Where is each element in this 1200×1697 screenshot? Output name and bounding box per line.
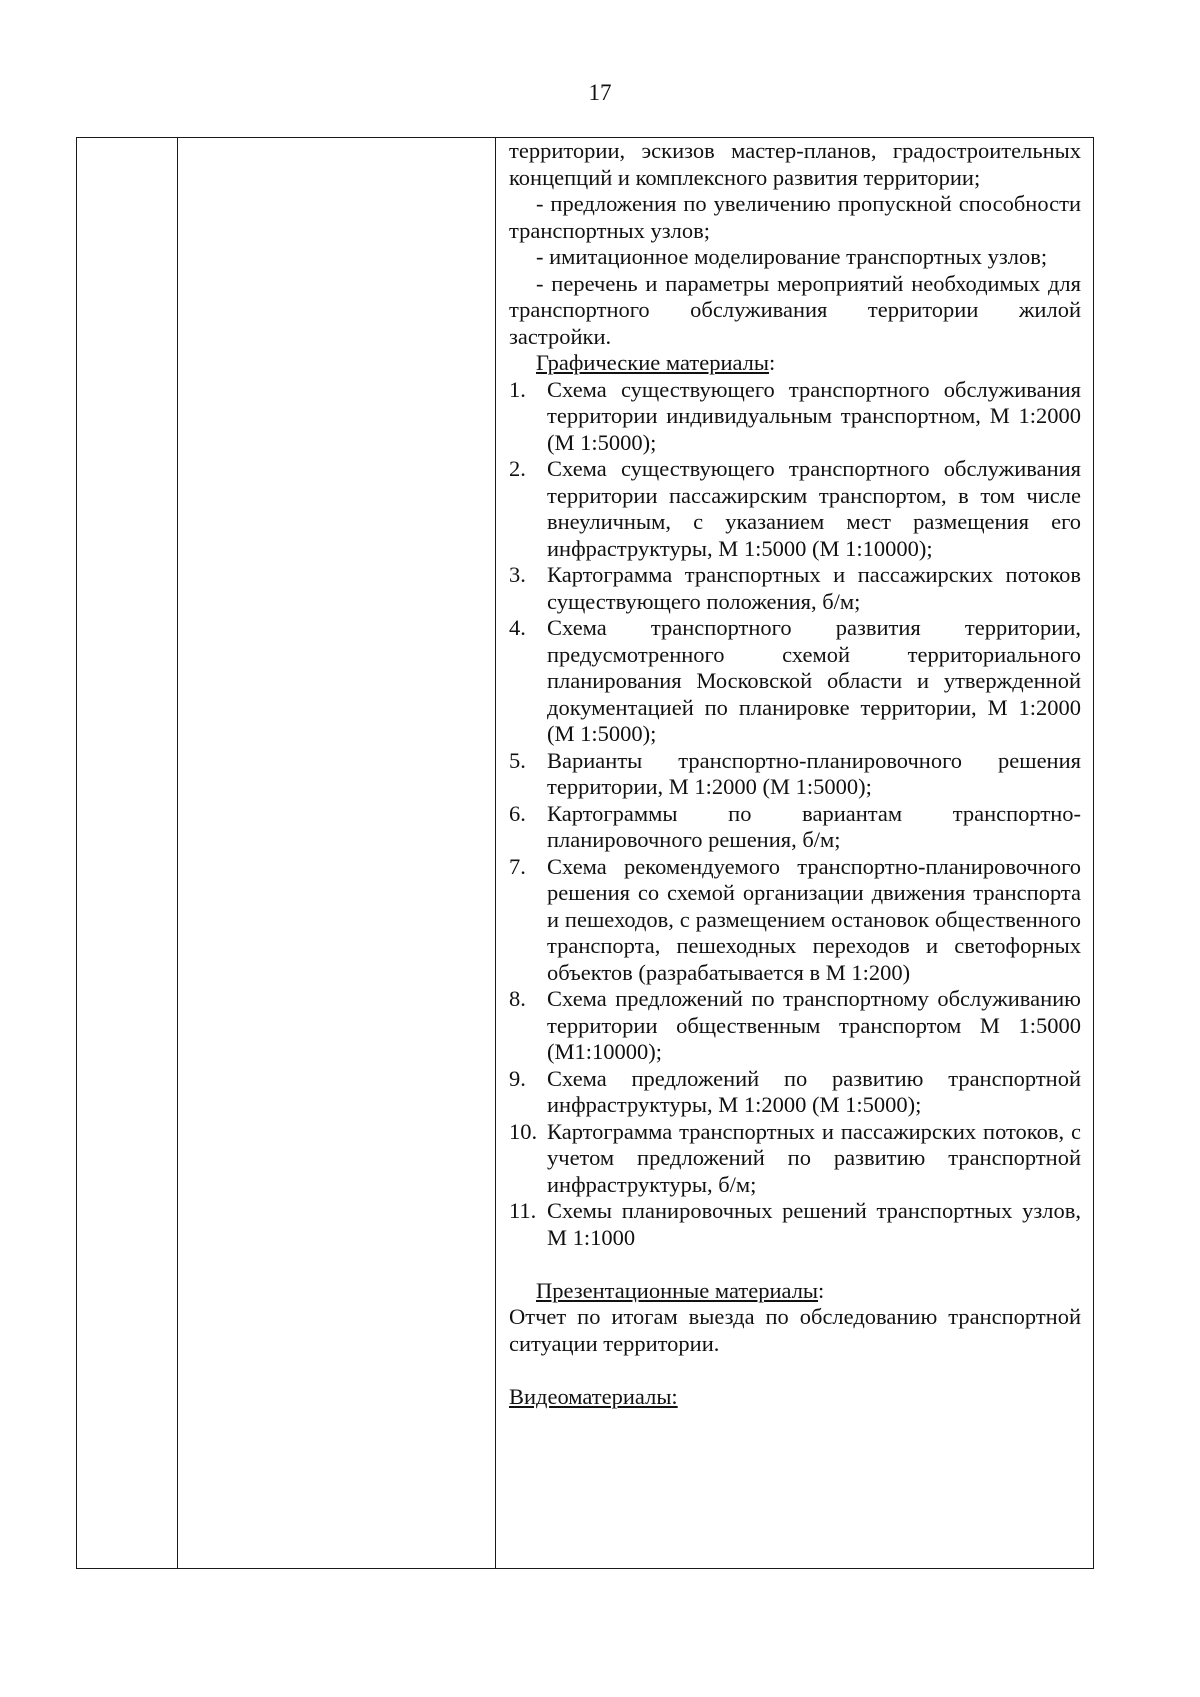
video-materials-heading: [509, 1384, 1081, 1411]
list-item: [509, 986, 1081, 1066]
list-item-text: Схема транспортного развития территории, предусмотренного схемой территориального планирования Московской области и утвержденной документацией по планировке территории, М 1:2000 (М 1:5000);: [547, 615, 1081, 746]
list-item-text: Схема предложений по развитию транспортной инфраструктуры, М 1:2000 (М 1:5000);: [547, 1065, 1081, 1117]
list-item: [509, 456, 1081, 562]
list-item-text: Картограммы по вариантам транспортно-планировочного решения, б/м;: [547, 800, 1081, 852]
graphic-materials-list: [509, 377, 1081, 1252]
list-item-number: 7.: [509, 853, 526, 879]
graphic-materials-heading-colon: :: [769, 350, 776, 375]
list-item: [509, 801, 1081, 854]
list-item: [509, 1119, 1081, 1199]
spacer: [509, 1251, 1081, 1278]
list-item-number: 5.: [509, 747, 526, 773]
list-item-text: Схема существующего транспортного обслуживания территории индивидуальным транспортном, М 1:2000 (М 1:5000);: [547, 376, 1081, 455]
list-item-text: Картограмма транспортных и пассажирских потоков, с учетом предложений по развитию транспортной инфраструктуры, б/м;: [547, 1118, 1081, 1197]
dash-item: - имитационное моделирование транспортных узлов;: [536, 244, 1048, 269]
list-item-number: 1.: [509, 376, 526, 402]
presentation-materials-heading: [509, 1278, 1081, 1305]
presentation-materials-text: Отчет по итогам выезда по обследованию транспортной ситуации территории.: [509, 1304, 1081, 1356]
list-item-text: Схемы планировочных решений транспортных узлов, М 1:1000: [547, 1198, 1081, 1250]
list-item-number: 3.: [509, 562, 526, 587]
list-item-text: Картограмма транспортных и пассажирских потоков существующего положения, б/м;: [547, 562, 1081, 614]
intro-paragraph: территории, эскизов мастер-планов, градостроительных концепций и комплексного развития территории;: [509, 138, 1081, 190]
list-item: [509, 1066, 1081, 1119]
table-cell-content: [509, 138, 1081, 1410]
graphic-materials-heading: [509, 350, 1081, 377]
list-item: [509, 562, 1081, 615]
dash-item: - предложения по увеличению пропускной способности транспортных узлов;: [509, 191, 1081, 243]
list-item: [509, 615, 1081, 748]
list-item-text: Схема рекомендуемого транспортно-планировочного решения со схемой организации движения транспорта и пешеходов, с размещением остановок общественного транспорта, пешеходных переходов и светофорных объектов (разрабатывается в М 1:200): [547, 853, 1081, 985]
document-table: [76, 137, 1094, 1569]
list-item: [509, 1198, 1081, 1251]
list-item-number: 4.: [509, 615, 526, 640]
list-item-text: Схема предложений по транспортному обслуживанию территории общественным транспортом М 1:5000 (М1:10000);: [547, 986, 1081, 1064]
list-item-number: 10.: [509, 1118, 538, 1144]
spacer: [509, 1357, 1081, 1384]
list-item-number: 2.: [509, 456, 526, 481]
table-column-divider-1: [177, 138, 178, 1568]
list-item-number: 6.: [509, 800, 526, 826]
list-item: [509, 854, 1081, 987]
list-item-number: 9.: [509, 1065, 526, 1091]
page-number: 17: [588, 80, 612, 105]
table-column-divider-2: [495, 138, 496, 1568]
dash-item: - перечень и параметры мероприятий необходимых для транспортного обслуживания территории жилой застройки.: [509, 270, 1081, 349]
list-item: [509, 748, 1081, 801]
list-item: [509, 377, 1081, 457]
list-item-text: Схема существующего транспортного обслуживания территории пассажирским транспортом, в том числе внеуличным, с указанием мест размещения его инфраструктуры, М 1:5000 (М 1:10000);: [547, 456, 1081, 561]
list-item-text: Варианты транспортно-планировочного решения территории, М 1:2000 (М 1:5000);: [547, 747, 1081, 799]
graphic-materials-heading-text: Графические материалы: [536, 350, 770, 375]
list-item-number: 8.: [509, 986, 526, 1011]
list-item-number: 11.: [509, 1198, 537, 1223]
video-materials-heading-text: Видеоматериалы:: [509, 1383, 678, 1409]
presentation-materials-heading-colon: :: [818, 1277, 825, 1303]
presentation-materials-heading-text: Презентационные материалы: [536, 1277, 819, 1303]
